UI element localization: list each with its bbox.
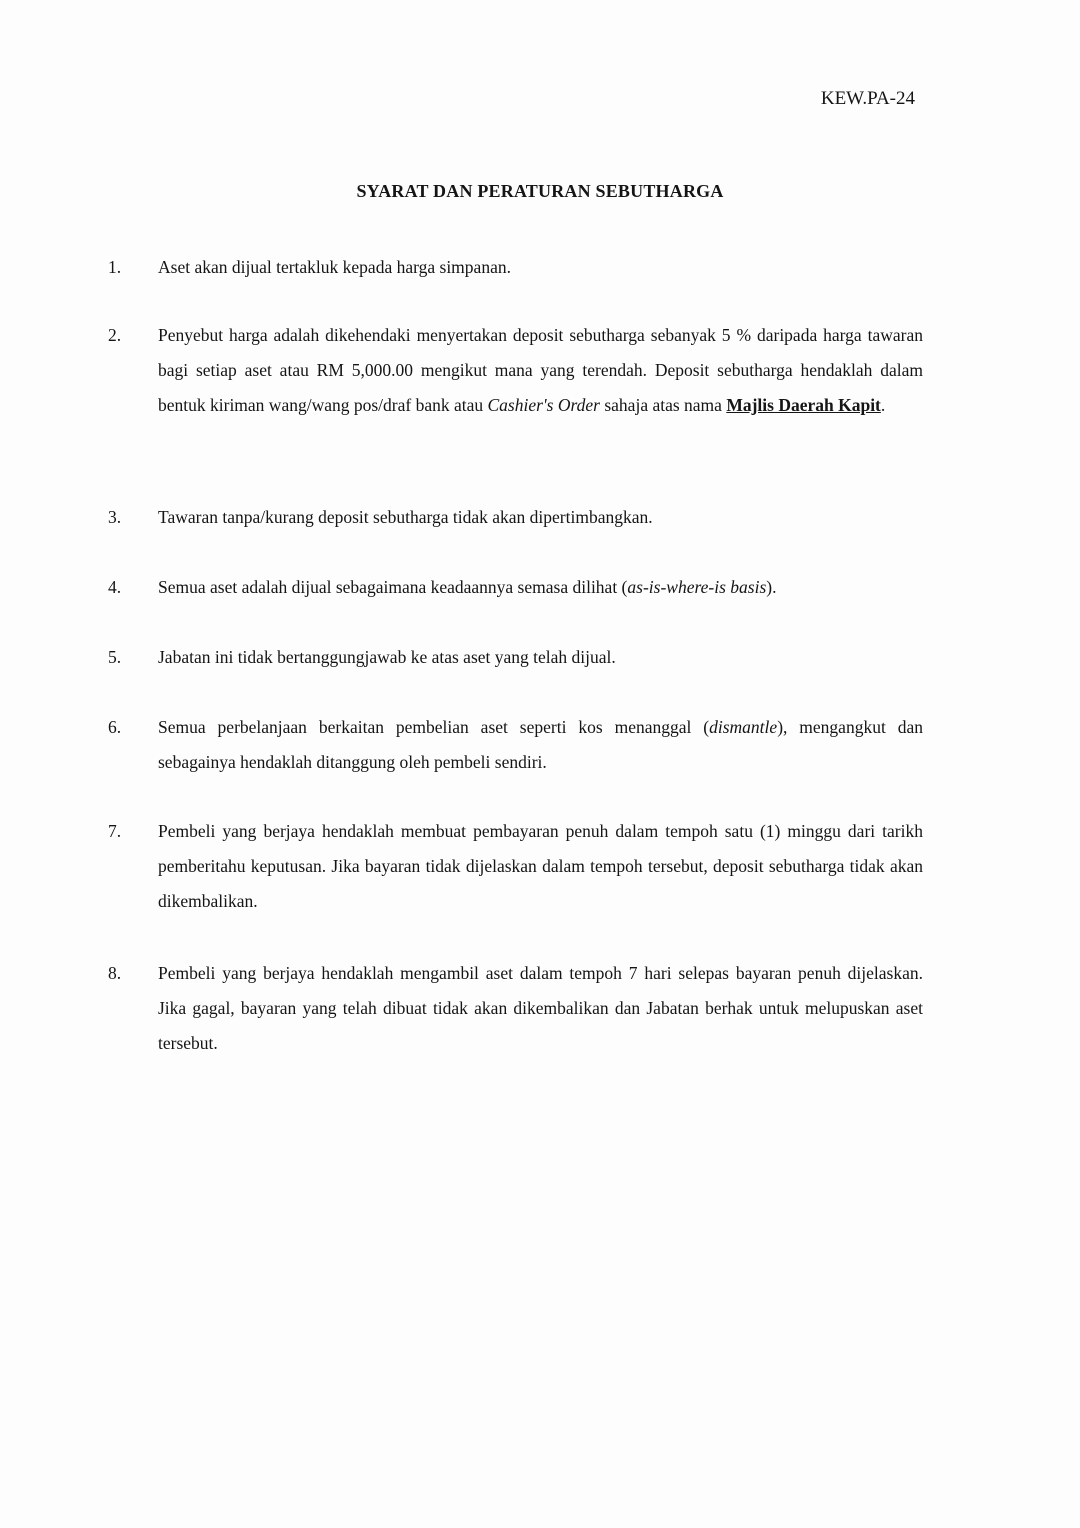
- term-text: Pembeli yang berjaya hendaklah mengambil aset dalam tempoh 7 hari selepas bayaran penuh dijelaskan. Jika gagal, bayaran yang telah dibuat tidak akan dikembalikan dan Jabatan berhak untuk melupuskan aset tersebut.: [158, 963, 923, 1053]
- term-text-italic: dismantle: [709, 717, 778, 737]
- term-number: 4.: [108, 577, 122, 597]
- term-number: 8.: [108, 963, 122, 983]
- term-text-part: Semua aset adalah dijual sebagaimana keadaannya semasa dilihat (: [158, 577, 628, 597]
- term-text-italic: Cashier's Order: [487, 395, 600, 415]
- term-item-2: [108, 318, 923, 423]
- term-number: 1.: [108, 257, 122, 277]
- term-text-part: sahaja atas nama: [599, 395, 727, 415]
- term-number: 3.: [108, 507, 122, 527]
- term-number: 6.: [108, 717, 122, 737]
- term-item-3: [108, 500, 923, 535]
- term-text: Tawaran tanpa/kurang deposit sebutharga tidak akan dipertimbangkan.: [158, 507, 653, 527]
- term-text: Jabatan ini tidak bertanggungjawab ke atas aset yang telah dijual.: [158, 647, 616, 667]
- term-text: [158, 318, 923, 423]
- form-code: KEW.PA-24: [820, 88, 915, 109]
- term-text-part: .: [880, 395, 886, 415]
- term-text-part: ).: [766, 577, 777, 597]
- term-item-4: [108, 570, 923, 605]
- term-item-5: [108, 640, 923, 675]
- term-text-part: Penyebut harga adalah dikehendaki menyertakan deposit sebutharga sebanyak 5 % daripada harga tawaran bagi setiap aset atau RM 5,000.00 mengikut mana yang terendah. Deposit sebutharga hendaklah dalam bentuk kiriman wang/wang pos/draf bank atau: [158, 325, 923, 415]
- term-item-1: [108, 250, 923, 285]
- term-item-6: [108, 710, 923, 780]
- term-text-italic: as-is-where-is basis: [627, 577, 767, 597]
- term-text-part: ), mengangkut dan sebagainya hendaklah ditanggung oleh pembeli sendiri.: [158, 717, 924, 772]
- document-title: SYARAT DAN PERATURAN SEBUTHARGA: [356, 181, 724, 201]
- term-number: 5.: [108, 647, 122, 667]
- term-text-part: Semua perbelanjaan berkaitan pembelian aset seperti kos menanggal (: [158, 717, 710, 737]
- term-item-8: [108, 956, 923, 1061]
- term-text: [158, 710, 923, 780]
- term-number: 7.: [108, 821, 122, 841]
- term-text: Aset akan dijual tertakluk kepada harga simpanan.: [158, 257, 511, 277]
- council-name: Majlis Daerah Kapit: [726, 395, 881, 415]
- term-text: [158, 570, 923, 605]
- term-text: Pembeli yang berjaya hendaklah membuat pembayaran penuh dalam tempoh satu (1) minggu dari tarikh pemberitahu keputusan. Jika bayaran tidak dijelaskan dalam tempoh tersebut, deposit sebutharga tidak akan dikembalikan.: [158, 821, 923, 911]
- term-number: 2.: [108, 325, 122, 345]
- term-item-7: [108, 814, 923, 919]
